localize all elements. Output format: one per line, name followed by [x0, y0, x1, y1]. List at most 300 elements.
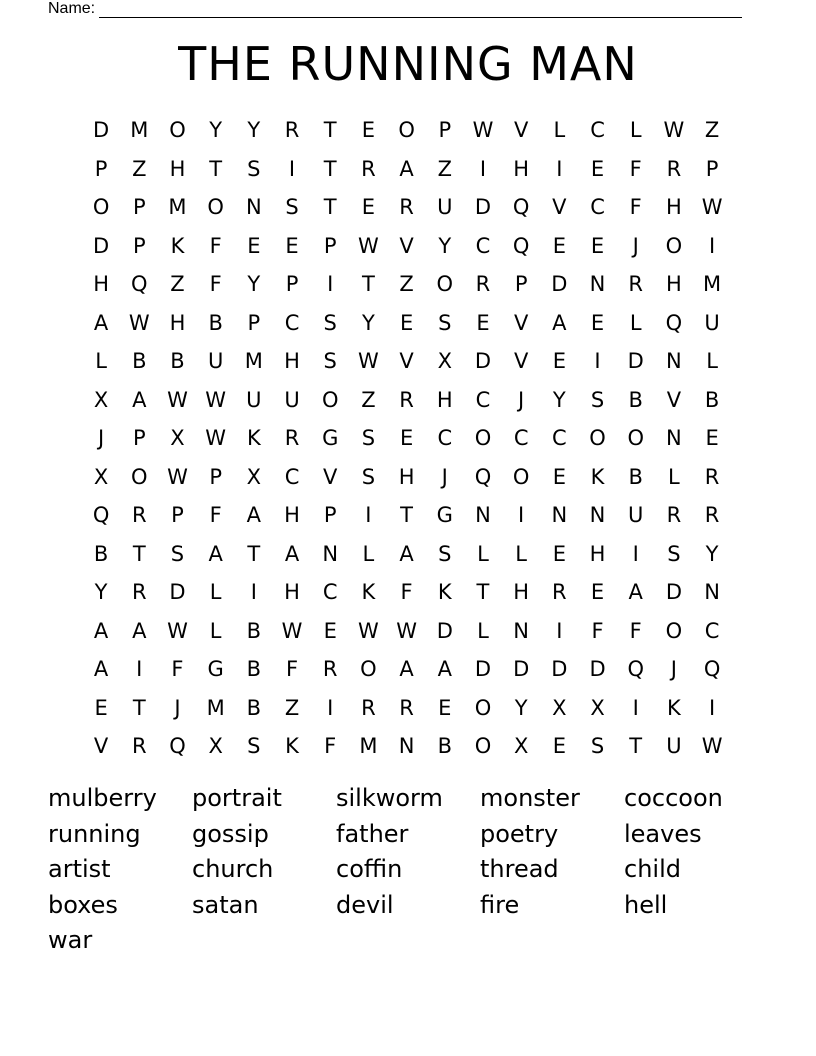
grid-cell: I — [327, 272, 334, 297]
grid-cell: Q — [627, 657, 644, 682]
grid-cell: O — [207, 195, 224, 220]
grid-row — [82, 304, 732, 343]
grid-cell: E — [399, 310, 414, 335]
grid-cell: Y — [438, 233, 452, 258]
grid-cell: R — [361, 156, 376, 181]
grid-cell: C — [475, 233, 491, 258]
grid-cell: O — [474, 734, 492, 759]
grid-row — [82, 496, 732, 535]
grid-cell: K — [437, 580, 452, 605]
grid-cell: Q — [512, 233, 530, 258]
word-list-item: fire — [480, 890, 520, 919]
grid-cell: P — [94, 156, 108, 181]
grid-cell: H — [284, 503, 300, 528]
grid-cell: I — [708, 695, 716, 720]
grid-cell: W — [167, 387, 188, 412]
grid-cell: A — [399, 156, 414, 181]
grid-cell: R — [399, 195, 414, 220]
grid-cell: Q — [92, 503, 110, 528]
grid-cell: D — [93, 118, 110, 143]
word-list-item: mulberry — [48, 784, 157, 812]
grid-cell: I — [556, 156, 563, 181]
grid-cell: T — [323, 156, 337, 181]
grid-cell: P — [132, 195, 146, 220]
grid-cell: H — [666, 272, 682, 297]
grid-cell: N — [589, 272, 606, 297]
grid-cell: G — [207, 657, 224, 682]
grid-cell: O — [627, 426, 644, 451]
grid-cell: O — [436, 272, 454, 297]
grid-cell: P — [285, 272, 299, 297]
grid-cell: B — [246, 618, 262, 643]
word-list-item: child — [624, 855, 681, 883]
grid-cell: L — [209, 618, 222, 643]
grid-cell: Q — [512, 195, 530, 220]
grid-cell: B — [628, 387, 643, 412]
word-list-item: church — [192, 855, 274, 883]
grid-cell: I — [365, 503, 372, 528]
grid-cell: U — [628, 503, 644, 528]
word-list-item: boxes — [48, 890, 118, 919]
grid-cell: P — [323, 503, 337, 528]
grid-cell: L — [668, 464, 680, 489]
grid-cell: F — [171, 657, 184, 682]
grid-cell: Y — [94, 580, 108, 605]
word-list-item: monster — [480, 784, 580, 812]
grid-cell: W — [281, 618, 303, 643]
grid-cell: W — [358, 349, 379, 374]
grid-cell: K — [361, 580, 376, 605]
grid-cell: F — [629, 195, 642, 220]
grid-cell: T — [323, 195, 337, 220]
name-label: Name: — [48, 0, 96, 17]
grid-cell: L — [209, 580, 222, 605]
grid-cell: R — [361, 695, 376, 720]
grid-cell: P — [209, 464, 222, 489]
grid-cell: M — [359, 734, 378, 759]
grid-cell: J — [441, 464, 448, 489]
grid-cell: F — [591, 618, 604, 643]
grid-cell: D — [551, 272, 568, 297]
grid-cell: O — [398, 118, 415, 143]
grid-cell: U — [246, 387, 262, 412]
grid-cell: E — [438, 695, 452, 720]
grid-cell: M — [168, 195, 187, 220]
grid-cell: H — [284, 349, 300, 374]
grid-cell: F — [400, 580, 413, 605]
word-list-item: hell — [624, 890, 668, 919]
grid-cell: W — [396, 618, 417, 643]
grid-cell: F — [209, 272, 222, 297]
grid-cell: K — [667, 695, 681, 720]
grid-cell: S — [590, 387, 605, 412]
grid-cell: H — [284, 580, 300, 605]
grid-cell: B — [628, 464, 643, 489]
grid-cell: M — [703, 272, 722, 297]
grid-cell: D — [551, 657, 568, 682]
grid-cell: W — [358, 233, 379, 258]
grid-cell: J — [97, 426, 105, 451]
grid-cell: W — [128, 310, 150, 335]
grid-cell: S — [438, 541, 452, 566]
grid-cell: I — [632, 541, 639, 566]
grid-row — [82, 458, 732, 497]
grid-cell: S — [361, 426, 376, 451]
grid-cell: S — [590, 734, 605, 759]
grid-cell: E — [590, 580, 605, 605]
grid-cell: S — [667, 541, 681, 566]
grid-cell: Z — [170, 272, 185, 297]
grid-cell: B — [704, 387, 720, 412]
grid-cell: E — [247, 233, 261, 258]
grid-cell: X — [170, 426, 185, 451]
word-list-item: war — [48, 926, 93, 954]
grid-cell: P — [132, 233, 146, 258]
grid-cell: W — [167, 464, 188, 489]
grid-cell: A — [132, 618, 147, 643]
grid-cell: T — [132, 541, 146, 566]
grid-cell: U — [207, 349, 224, 374]
grid-cell: L — [477, 541, 489, 566]
grid-cell: B — [93, 541, 109, 566]
grid-cell: A — [93, 657, 109, 682]
grid-cell: F — [209, 503, 222, 528]
grid-cell: Q — [169, 734, 186, 759]
grid-cell: P — [171, 503, 184, 528]
grid-cell: T — [132, 695, 146, 720]
grid-row — [82, 650, 732, 689]
grid-row — [82, 612, 732, 651]
grid-cell: O — [169, 118, 186, 143]
grid-cell: S — [247, 156, 261, 181]
grid-cell: H — [513, 156, 530, 181]
grid-cell: Z — [361, 387, 376, 412]
grid-cell: O — [512, 464, 530, 489]
grid-cell: X — [93, 387, 109, 412]
grid-cell: W — [358, 618, 379, 643]
word-list-item: running — [48, 819, 141, 848]
grid-cell: O — [474, 695, 492, 720]
grid-cell: X — [246, 464, 262, 489]
grid-cell: G — [436, 503, 453, 528]
page-title: THE RUNNING MAN — [178, 37, 638, 91]
grid-cell: E — [552, 734, 566, 759]
grid-cell: R — [704, 503, 720, 528]
grid-cell: H — [169, 156, 186, 181]
grid-cell: Q — [131, 272, 148, 297]
grid-cell: N — [513, 618, 530, 643]
grid-cell: M — [130, 118, 149, 143]
grid-cell: C — [437, 426, 453, 451]
grid-cell: E — [590, 233, 605, 258]
grid-cell: R — [666, 156, 682, 181]
grid-cell: C — [552, 426, 567, 451]
grid-cell: J — [518, 387, 525, 412]
grid-cell: L — [515, 541, 527, 566]
grid-row — [82, 727, 732, 766]
grid-cell: V — [513, 310, 529, 335]
grid-cell: N — [551, 503, 568, 528]
grid-cell: E — [552, 349, 566, 374]
grid-cell: R — [131, 503, 147, 528]
grid-cell: H — [666, 195, 682, 220]
grid-cell: E — [590, 310, 605, 335]
grid-cell: E — [399, 426, 414, 451]
grid-cell: U — [437, 195, 453, 220]
grid-cell: A — [628, 580, 643, 605]
grid-cell: U — [284, 387, 300, 412]
grid-cell: J — [670, 657, 677, 682]
grid-cell: E — [552, 541, 566, 566]
grid-cell: E — [705, 426, 719, 451]
grid-cell: Y — [705, 541, 719, 566]
grid-cell: W — [701, 195, 723, 220]
grid-cell: N — [398, 734, 415, 759]
grid-cell: X — [437, 349, 452, 374]
grid-cell: A — [208, 541, 223, 566]
grid-row — [82, 573, 732, 612]
grid-cell: F — [629, 618, 642, 643]
grid-cell: O — [589, 426, 606, 451]
grid-cell: K — [285, 734, 299, 759]
grid-cell: W — [205, 426, 227, 451]
grid-cell: R — [284, 426, 300, 451]
grid-cell: Y — [552, 387, 566, 412]
grid-cell: P — [323, 233, 337, 258]
grid-cell: Z — [704, 118, 720, 143]
grid-cell: N — [245, 195, 262, 220]
grid-cell: E — [94, 695, 108, 720]
grid-cell: L — [629, 310, 642, 335]
grid-cell: H — [398, 464, 415, 489]
grid-cell: Q — [474, 464, 492, 489]
grid-cell: X — [208, 734, 223, 759]
grid-cell: Z — [437, 156, 452, 181]
grid-cell: S — [438, 310, 452, 335]
grid-cell: C — [704, 618, 720, 643]
grid-cell: E — [361, 195, 376, 220]
grid-cell: J — [174, 695, 181, 720]
grid-cell: O — [92, 195, 110, 220]
grid-cell: S — [361, 464, 376, 489]
grid-cell: R — [284, 118, 300, 143]
word-list-item: devil — [336, 890, 394, 919]
name-field — [48, 0, 742, 18]
grid-cell: T — [400, 503, 413, 528]
grid-cell: D — [665, 580, 682, 605]
grid-cell: X — [93, 464, 109, 489]
grid-cell: A — [437, 657, 452, 682]
grid-cell: V — [399, 349, 414, 374]
grid-cell: E — [552, 464, 566, 489]
grid-cell: M — [206, 695, 225, 720]
grid-cell: G — [322, 426, 339, 451]
grid-cell: T — [361, 272, 375, 297]
grid-cell: L — [553, 118, 566, 143]
grid-cell: C — [284, 310, 300, 335]
grid-cell: H — [513, 580, 530, 605]
grid-cell: Z — [399, 272, 414, 297]
grid-cell: C — [590, 118, 605, 143]
grid-row — [82, 188, 732, 227]
grid-cell: K — [590, 464, 605, 489]
grid-row — [82, 419, 732, 458]
grid-cell: Q — [703, 657, 721, 682]
grid-cell: Z — [132, 156, 147, 181]
word-list-item: leaves — [624, 819, 702, 848]
grid-cell: V — [666, 387, 682, 412]
grid-cell: A — [284, 541, 300, 566]
grid-cell: Y — [361, 310, 375, 335]
grid-cell: V — [513, 118, 529, 143]
grid-cell: E — [361, 118, 376, 143]
grid-cell: R — [399, 695, 414, 720]
grid-cell: K — [170, 233, 185, 258]
grid-cell: P — [132, 426, 146, 451]
grid-cell: Y — [209, 118, 223, 143]
grid-cell: A — [399, 541, 414, 566]
word-list — [48, 781, 788, 959]
word-list-item: father — [336, 819, 409, 848]
grid-cell: Y — [247, 118, 261, 143]
grid-cell: F — [285, 657, 299, 682]
grid-cell: F — [209, 233, 222, 258]
grid-row — [82, 150, 732, 189]
grid-cell: N — [589, 503, 606, 528]
grid-cell: X — [552, 695, 567, 720]
grid-cell: B — [132, 349, 147, 374]
grid-cell: P — [514, 272, 528, 297]
grid-row — [82, 342, 732, 381]
grid-row — [82, 381, 732, 420]
grid-cell: D — [436, 618, 453, 643]
grid-cell: V — [93, 734, 109, 759]
name-line — [99, 2, 742, 18]
grid-cell: O — [665, 618, 683, 643]
grid-cell: A — [246, 503, 262, 528]
grid-cell: V — [323, 464, 338, 489]
grid-cell: Q — [665, 310, 683, 335]
grid-cell: P — [438, 118, 452, 143]
grid-row — [82, 227, 732, 266]
grid-cell: Z — [284, 695, 300, 720]
grid-cell: F — [629, 156, 642, 181]
grid-cell: I — [556, 618, 563, 643]
grid-cell: O — [321, 387, 339, 412]
grid-cell: H — [436, 387, 453, 412]
grid-row — [82, 111, 732, 150]
grid-cell: A — [93, 618, 109, 643]
grid-cell: W — [167, 618, 188, 643]
grid-cell: B — [170, 349, 185, 374]
grid-cell: R — [552, 580, 567, 605]
grid-cell: R — [628, 272, 644, 297]
grid-cell: D — [474, 195, 492, 220]
grid-cell: B — [208, 310, 223, 335]
grid-cell: S — [285, 195, 299, 220]
grid-cell: I — [594, 349, 601, 374]
grid-cell: I — [708, 233, 716, 258]
grid-cell: M — [244, 349, 263, 374]
word-list-item: gossip — [192, 819, 269, 848]
word-list-item: artist — [48, 855, 111, 883]
grid-cell: D — [169, 580, 186, 605]
grid-cell: W — [663, 118, 685, 143]
letter-grid — [82, 111, 732, 766]
grid-cell: I — [327, 695, 334, 720]
grid-cell: A — [552, 310, 567, 335]
grid-cell: D — [627, 349, 644, 374]
grid-cell: D — [474, 349, 492, 374]
grid-cell: B — [246, 657, 262, 682]
grid-cell: E — [552, 233, 566, 258]
grid-cell: L — [706, 349, 718, 374]
grid-cell: O — [474, 426, 492, 451]
grid-cell: H — [93, 272, 109, 297]
grid-cell: T — [323, 118, 337, 143]
grid-cell: V — [552, 195, 567, 220]
grid-cell: F — [324, 734, 337, 759]
grid-cell: N — [704, 580, 720, 605]
grid-cell: A — [132, 387, 147, 412]
grid-cell: I — [136, 657, 143, 682]
grid-cell: T — [209, 156, 223, 181]
grid-cell: U — [704, 310, 720, 335]
grid-cell: H — [589, 541, 606, 566]
grid-cell: N — [666, 349, 682, 374]
grid-cell: W — [205, 387, 227, 412]
grid-cell: S — [323, 310, 337, 335]
grid-cell: R — [475, 272, 491, 297]
grid-cell: X — [513, 734, 529, 759]
grid-cell: B — [437, 734, 452, 759]
grid-cell: N — [475, 503, 491, 528]
grid-cell: R — [131, 580, 147, 605]
grid-cell: O — [131, 464, 148, 489]
grid-cell: H — [169, 310, 186, 335]
grid-cell: C — [513, 426, 529, 451]
grid-cell: C — [475, 387, 491, 412]
grid-cell: D — [589, 657, 606, 682]
grid-row — [82, 535, 732, 574]
grid-cell: A — [399, 657, 414, 682]
grid-cell: I — [479, 156, 487, 181]
word-list-item: silkworm — [336, 784, 443, 812]
grid-cell: K — [246, 426, 261, 451]
grid-cell: R — [131, 734, 147, 759]
word-list-item: coffin — [336, 855, 403, 883]
grid-cell: S — [247, 734, 261, 759]
grid-cell: E — [590, 156, 605, 181]
grid-cell: I — [288, 156, 296, 181]
grid-cell: N — [322, 541, 339, 566]
grid-cell: R — [704, 464, 720, 489]
grid-cell: T — [476, 580, 490, 605]
grid-row — [82, 265, 732, 304]
grid-cell: D — [513, 657, 530, 682]
grid-cell: P — [705, 156, 719, 181]
grid-cell: J — [632, 233, 639, 258]
word-list-item: satan — [192, 890, 259, 919]
grid-cell: V — [513, 349, 529, 374]
grid-cell: I — [518, 503, 525, 528]
grid-cell: C — [590, 195, 605, 220]
word-list-item: coccoon — [624, 784, 723, 812]
grid-cell: O — [360, 657, 377, 682]
grid-cell: Y — [247, 272, 261, 297]
word-list-item: thread — [480, 855, 559, 883]
grid-cell: U — [666, 734, 682, 759]
